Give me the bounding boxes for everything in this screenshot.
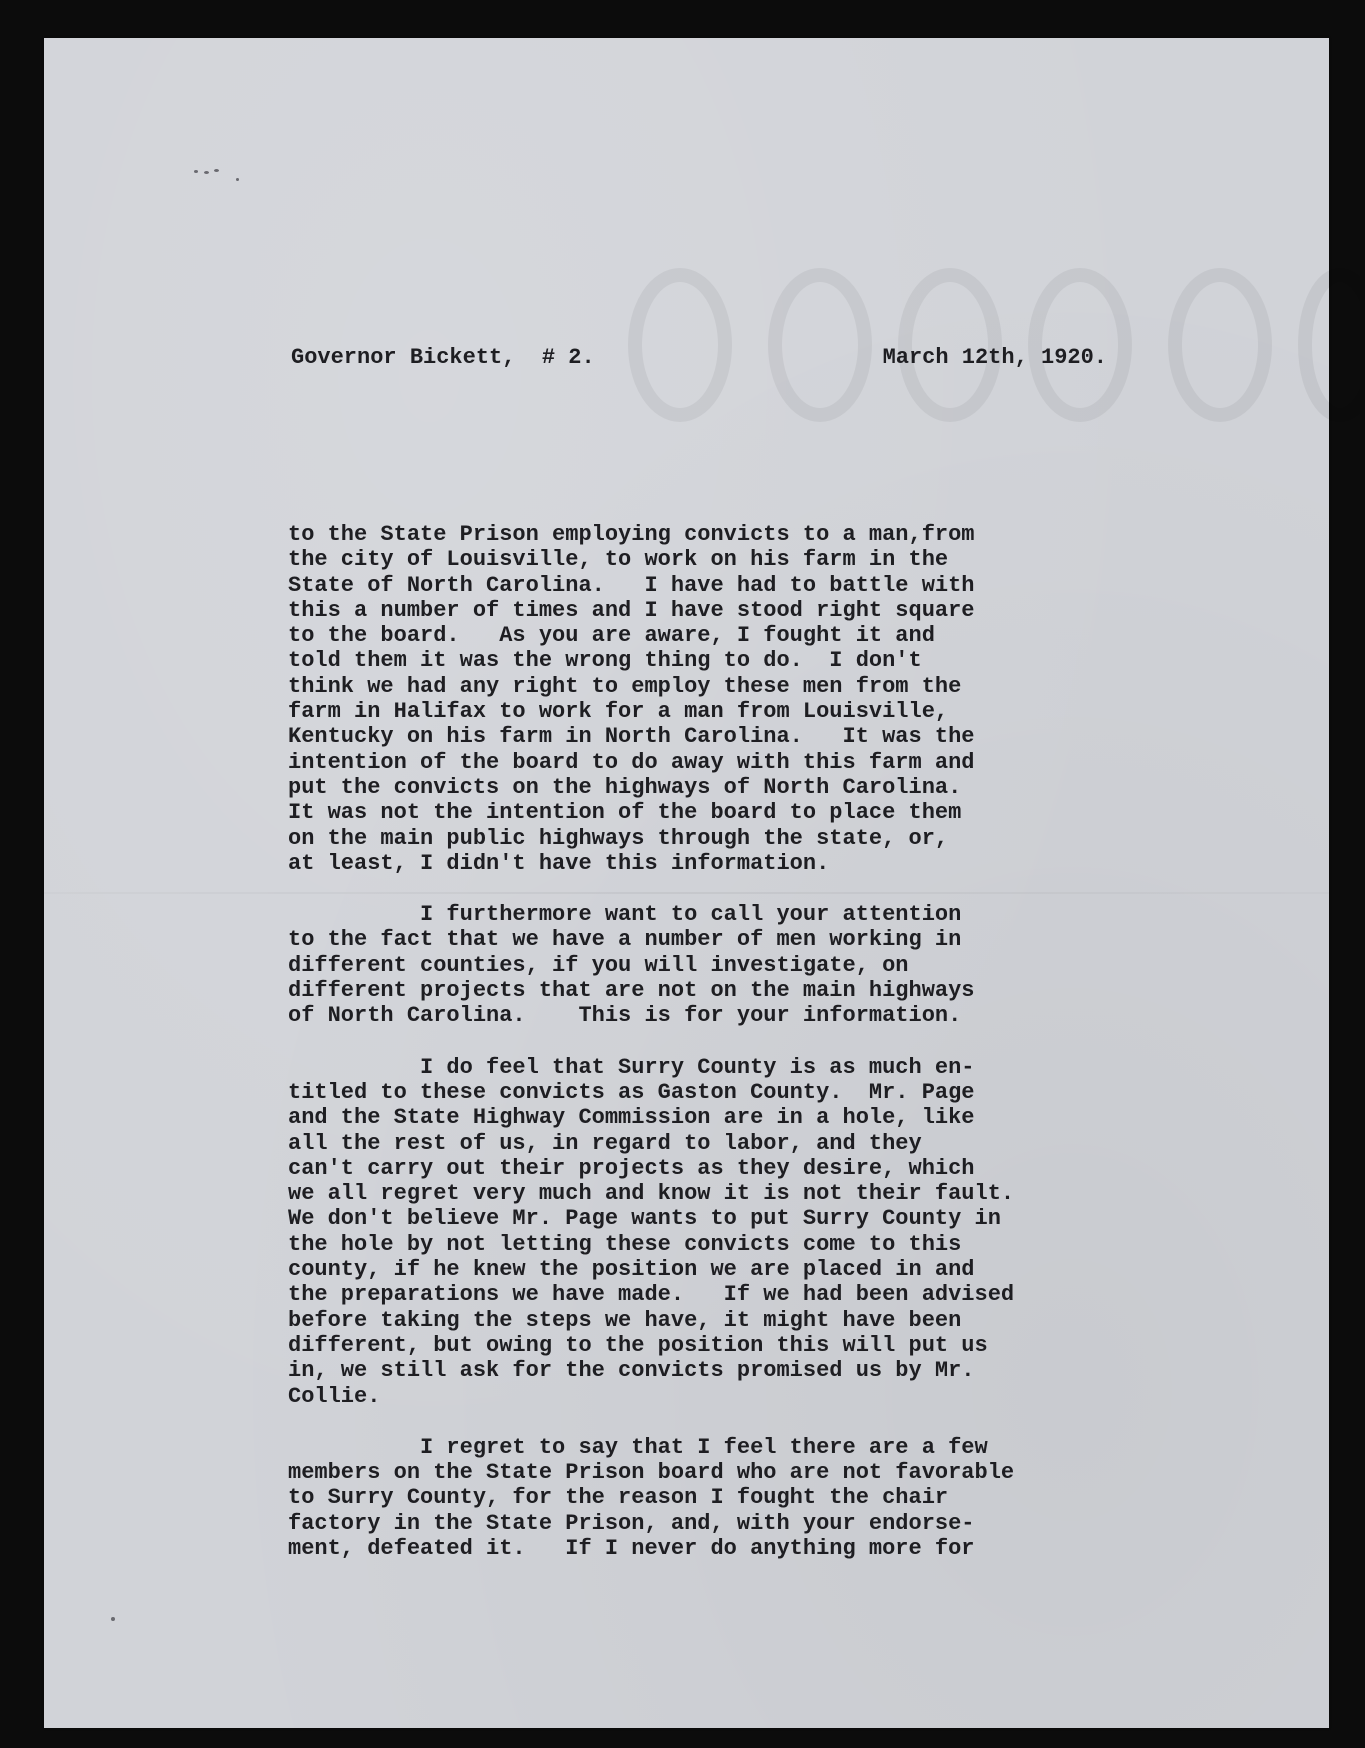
letter-header [291,340,1111,376]
paper-speck [214,169,219,172]
paragraph-3: I do feel that Surry County is as much en- titled to these convicts as Gaston County. Mr. Page and the State Highway Commission are in a hole, like all the rest of us, in regard to labor, and they can't carry out their projects as they desire, which we all regret very much and know it is not their fault. We don't believe Mr. Page wants to put Surry County in the hole by not letting these convicts come to this county, if he knew the position we are placed in and the preparations we have made. If we had been advised before taking the steps we have, it might have been different, but owing to the position this will put us in, we still ask for the convicts promised us by Mr. Collie. [288,1054,1015,1409]
paragraph-4: I regret to say that I feel there are a few members on the State Prison board who are not favorable to Surry County, for the reason I fought the chair factory in the State Prison, and, with your endorse- ment, defeated it. If I never do anything more for [288,1434,1015,1561]
paragraph-gap [288,876,1128,902]
paragraph-1: to the State Prison employing convicts to a man,from the city of Louisville, to work on his farm in the State of North Carolina. I have had to battle with this a number of times and I have stood right square to the board. As you are aware, I fought it and told them it was the wrong thing to do. I don't think we had any right to employ these men from the farm in Halifax to work for a man from Louisville, Kentucky on his farm in North Carolina. It was the intention of the board to do away with this farm and put the convicts on the highways of North Carolina. It was not the intention of the board to place them on the main public highways through the state, or, at least, I didn't have this information. [288,522,975,876]
paper-speck [204,171,209,174]
letter-date: March 12th, 1920. [882,345,1107,370]
letter-body [288,522,1128,1561]
paragraph-gap [288,1409,1128,1435]
paper-speck [111,1617,115,1621]
paragraph-gap [288,1029,1128,1055]
paper-speck [236,178,239,181]
paragraph-2: I furthermore want to call your attention to the fact that we have a number of men working in different counties, if you will investigate, on different projects that are not on the main highways of North Carolina. This is for your information. [288,902,975,1029]
recipient-line: Governor Bickett, # 2. [291,345,595,370]
paper-speck [194,170,198,173]
